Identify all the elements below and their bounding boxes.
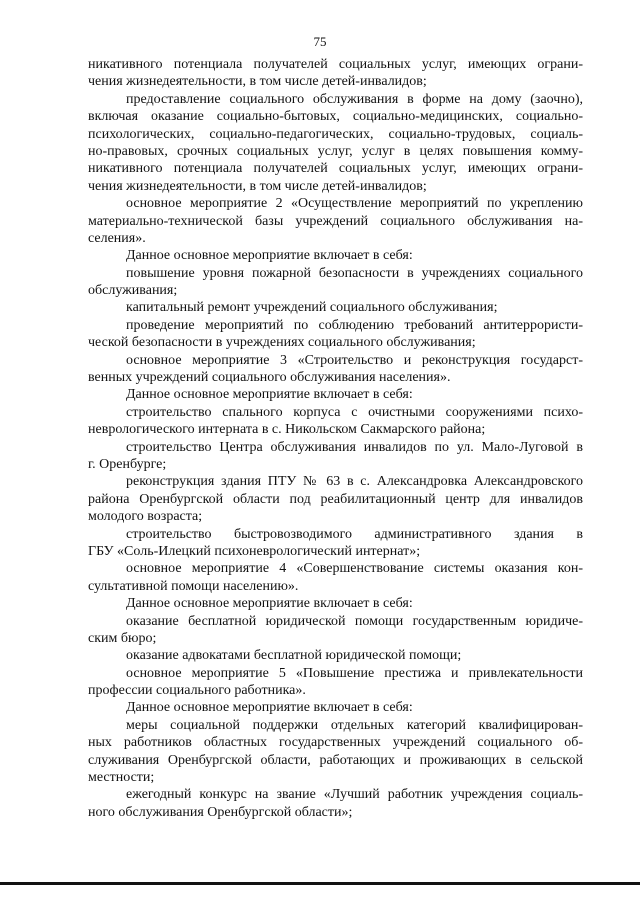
text-line: материально-технической базы учреждений социального обслуживания на- (88, 213, 583, 229)
text-line: селения». (88, 230, 146, 246)
text-line: ским бюро; (88, 630, 157, 646)
text-line: но-правовых, срочных социальных услуг, услуг в целях повышения комму- (88, 143, 583, 159)
text-line: строительство спального корпуса с очистными сооружениями психо- (126, 404, 583, 420)
text-line: капитальный ремонт учреждений социального обслуживания; (126, 300, 498, 316)
text-line: включая оказание социально-бытовых, социально-медицинских, социально- (88, 109, 583, 125)
text-line: основное мероприятие 2 «Осуществление мероприятий по укреплению (126, 196, 583, 212)
text-line: чения жизнедеятельности, в том числе детей-инвалидов; (88, 74, 427, 90)
text-line: строительство Центра обслуживания инвалидов по ул. Мало-Луговой в (126, 439, 583, 455)
text-line: Данное основное мероприятие включает в себя: (126, 248, 413, 264)
text-line: меры социальной поддержки отдельных категорий квалифицирован- (126, 717, 583, 733)
page-number: 75 (313, 34, 327, 49)
text-line: венных учреждений социального обслуживания населения». (88, 370, 451, 386)
text-line: профессии социального работника». (88, 683, 306, 699)
text-line: г. Оренбурге; (88, 456, 167, 472)
text-line: оказание адвокатами бесплатной юридической помощи; (126, 648, 462, 664)
text-line: предоставление социального обслуживания в форме на дому (заочно), (126, 91, 583, 107)
text-line: ных работников областных государственных учреждений социального об- (88, 735, 583, 751)
text-line: строительство быстровозводимого административного здания в (126, 526, 583, 542)
text-line: ежегодный конкурс на звание «Лучший работник учреждения социаль- (126, 787, 583, 803)
bottom-divider (0, 882, 640, 885)
text-line: никативного потенциала получателей социальных услуг, имеющих ограни- (88, 161, 583, 177)
text-line: Данное основное мероприятие включает в себя: (126, 387, 413, 403)
text-line: молодого возраста; (88, 509, 203, 525)
text-line: ГБУ «Соль-Илецкий психоневрологический интернат»; (88, 543, 421, 559)
text-line: района Оренбургской области под реабилитационный центр для инвалидов (88, 491, 583, 507)
text-line: оказание бесплатной юридической помощи государственным юридиче- (126, 613, 583, 629)
text-line: основное мероприятие 5 «Повышение престижа и привлекательности (126, 665, 583, 681)
text-line: ного обслуживания Оренбургской области»; (88, 804, 353, 820)
text-line: проведение мероприятий по соблюдению требований антитеррористи- (126, 317, 583, 333)
text-line: Данное основное мероприятие включает в себя: (126, 596, 413, 612)
text-line: Данное основное мероприятие включает в себя: (126, 700, 413, 716)
text-line: чения жизнедеятельности, в том числе детей-инвалидов; (88, 178, 427, 194)
text-line: неврологического интерната в с. Никольском Сакмарского района; (88, 422, 486, 438)
text-line: обслуживания; (88, 283, 178, 299)
text-line: ческой безопасности в учреждениях социального обслуживания; (88, 335, 476, 351)
document-body (88, 56, 583, 821)
text-line: местности; (88, 770, 155, 786)
text-line: сультативной помощи населению». (88, 578, 299, 594)
text-line: психологических, социально-педагогических, социально-трудовых, социаль- (88, 126, 583, 142)
text-line: основное мероприятие 3 «Строительство и реконструкция государст- (126, 352, 583, 368)
text-line: служивания Оренбургской области, работающих и проживающих в сельской (88, 752, 583, 768)
text-line: реконструкция здания ПТУ № 63 в с. Александровка Александровского (126, 474, 583, 490)
text-line: повышение уровня пожарной безопасности в учреждениях социального (126, 265, 583, 281)
text-line: никативного потенциала получателей социальных услуг, имеющих ограни- (88, 57, 583, 72)
text-line: основное мероприятие 4 «Совершенствование системы оказания кон- (126, 561, 583, 577)
